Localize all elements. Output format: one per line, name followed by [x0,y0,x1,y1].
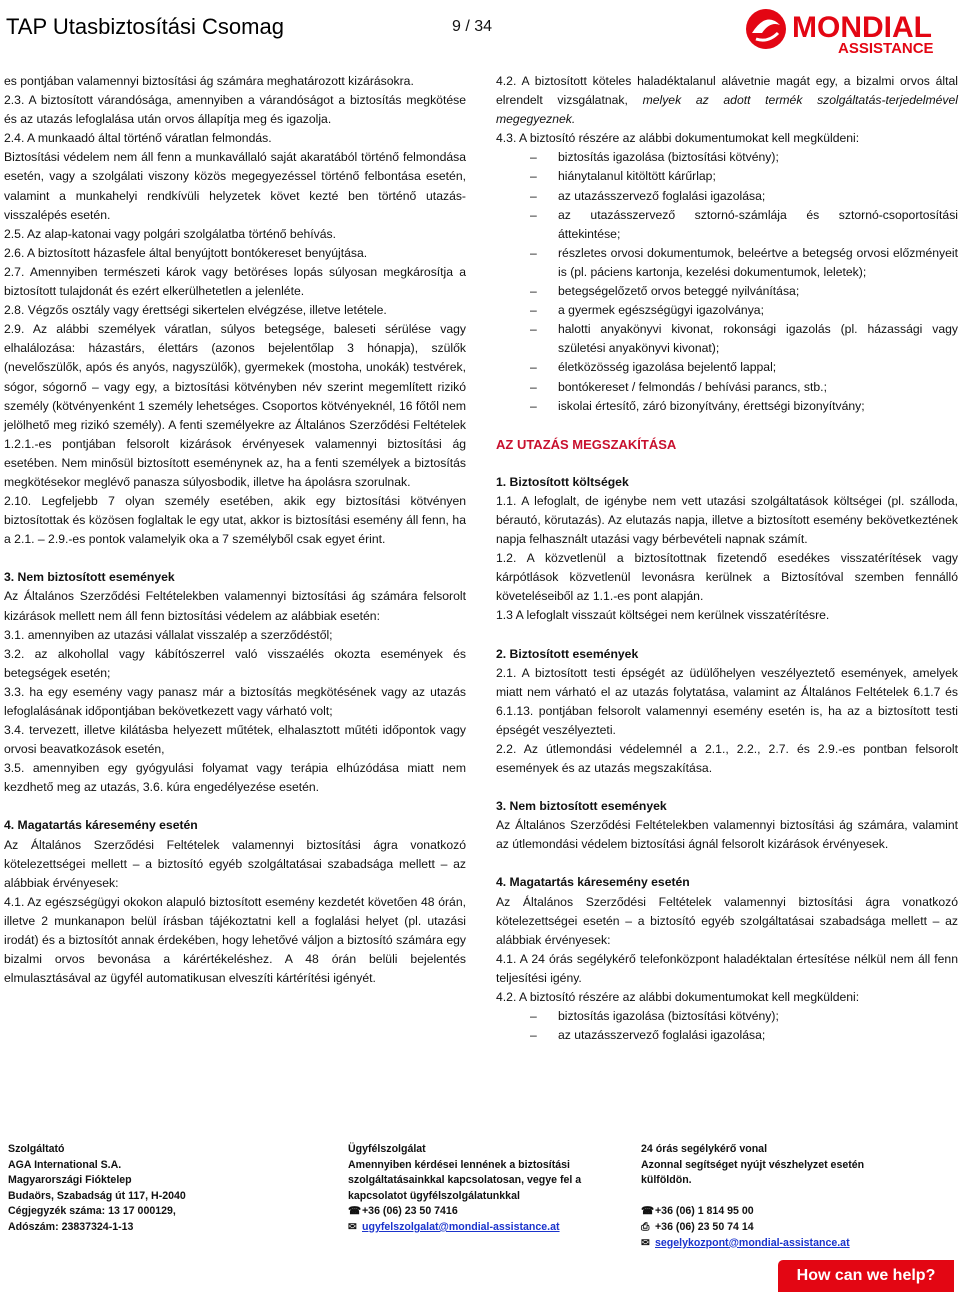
footer-line: kapcsolatot ügyfélszolgálatunkkal [348,1189,520,1202]
paragraph: 4.1. A 24 órás segélykérő telefonközpont haladéktalan értesítése nélkül nem áll fenn teljesítési igény. [496,951,958,985]
paragraph [496,72,958,129]
how-can-we-help-banner[interactable]: How can we help? [778,1260,954,1292]
paragraph: 2.9. Az alábbi személyek váratlan, súlyos betegsége, baleseti sérülése vagy elhalálozása: házastárs, élettárs (azonos bejelentőlap 3 hónapja), szülők (nevelőszülők, após és anyós, nagyszülők), gyermekek (mostoha, unokák) testvérek, sógor, sógornő – vagy egy, a biztosítási kötvényben név szerint megemlített rizikó személy (kötvényenként 1 személy lehetséges. Csoportos kötvényeknél, 16 főtől nem jelölhető meg rizikó személy). A fenti személyekre az Általános Szerződési Feltételek 1.2.1.-es pontjában felsorolt kizárások érvényesek valamennyi biztosítási ág esetében. Nem minősül biztosított eseménynek az, ha a fenti személyek a biztosítás megkötésekor meglévő panasza súlyosbodik, illetve ha ápolásra szorulnak. [4,322,467,489]
footer-line: 24 órás segélykérő vonal [641,1143,768,1155]
list-item: – betegségelőzető orvos beteggé nyilvánítása; [496,282,958,301]
mondial-assistance-logo [742,3,956,55]
list-item: – iskolai értesítő, záró bizonyítvány, érettségi bizonyítvány; [496,397,958,416]
logo-subtext: ASSISTANCE [838,40,934,55]
paragraph: 3.2. az alkohollal vagy kábítószerrel való visszaélés okozta események és betegségek esetén; [4,646,466,680]
footer-email [348,1220,581,1236]
list-item: – a gyermek egészségügyi igazolványa; [496,301,958,320]
footer-phone: ☎+36 (06) 23 50 7416 [348,1204,581,1220]
list-item: – biztosítás igazolása (biztosítási kötvény); [496,148,958,167]
section-heading: 3. Nem biztosított események [4,570,175,585]
section-heading: 4. Magatartás káresemény esetén [4,818,198,833]
footer-line: Ügyfélszolgálat [348,1143,426,1155]
paragraph: 2.4. A munkaadó által történő váratlan felmondás. [4,131,272,146]
dash-bullet: – [530,322,537,337]
footer-phone: ☎+36 (06) 1 814 95 00 [641,1204,864,1220]
section-heading: 4. Magatartás káresemény esetén [496,875,690,890]
section-heading: 3. Nem biztosított események [496,799,667,814]
dash-bullet: – [530,188,537,203]
dash-bullet: – [530,207,537,222]
paragraph-italic: melyek az adott termék szolgáltatás-terjedelmével megegyeznek. [496,93,958,127]
paragraph: 2.1. A biztosított testi épségét az üdülőhelyen veszélyeztető események, amelyek miatt nem várható el az utazás folytatása, valamint az Általános Feltételek 6.1.7 és 6.1.13. pontjában felsorolt valamennyi esemény esetén is, ha az a biztosított testi épségét veszélyezteti. [496,665,958,737]
dash-bullet: – [530,284,537,299]
paragraph: 2.5. Az alap-katonai vagy polgári szolgálatba történő behívás. [4,226,336,241]
footer-line: Szolgáltató [8,1143,65,1155]
dash-bullet: – [530,150,537,165]
footer-line: Magyarországi Fióktelep [8,1174,132,1187]
paragraph: Biztosítási védelem nem áll fenn a munkavállaló saját akaratából történő felmondása esetén, vagy a szolgálati viszony közös megegyezéssel történő felbontása esetén, valamint a munkahelyi rendkívüli helyzetek követ kezté ben történő utazás-visszalépés esetén. [4,150,466,222]
footer-line: külföldön. [641,1174,692,1187]
footer-spacer [641,1189,864,1205]
paragraph: Az Általános Szerződési Feltételek valamennyi biztosítási ágra vonatkozó kötelezettségei esetén – a biztosító egyéb szolgáltatásai szabadsága mellett – az alábbiak érvényesek: [496,894,958,947]
paragraph-text: 4.2. A biztosított köteles haladéktalanul alávetnie magát egy, a bizalmi orvos által elrendelt vizsgálatnak, [496,74,958,108]
footer-email [641,1236,864,1252]
paragraph: 1.3 A lefoglalt visszaút költségei nem kerülnek visszatérítésre. [496,608,830,623]
document-title: TAP Utasbiztosítási Csomag [6,14,284,39]
footer-provider [8,1142,186,1236]
paragraph: Az Általános Szerződési Feltételek valamennyi biztosítási ágra vonatkozó kötelezettségei mellett – a biztosító egyéb szolgáltatásai szabadsága mellett – az alábbiak érvényesek: [4,837,466,890]
paragraph: 1.2. A közvetlenül a biztosítottnak fizetendő esedékes visszatérítések vagy kárpótlások közvetlenül levonásra kerülnek a Biztosítóval szemben fennálló követeléseiből az 1.1.-es pont alapján. [496,551,958,604]
dash-bullet: – [530,303,537,318]
dash-bullet: – [530,360,537,375]
footer-customer-service [348,1142,581,1236]
paragraph: 2.7. Amennyiben természeti károk vagy betöréses lopás súlyosan megkárosítja a biztosított tulajdonát és ezért elkerülhetetlen a jelenléte. [4,264,466,299]
customer-service-email-link[interactable]: ugyfelszolgalat@mondial-assistance.at [362,1220,560,1233]
footer-line: Amennyiben kérdései lennének a biztosítási [348,1158,570,1171]
paragraph: 3.1. amennyiben az utazási vállalat visszalép a szerződéstől; [4,627,333,642]
envelope-icon: ✉ [348,1220,357,1233]
footer-emergency-line [641,1142,864,1251]
section-title: AZ UTAZÁS MEGSZAKÍTÁSA [496,436,677,452]
paragraph: es pontjában valamennyi biztosítási ág számára meghatározott kizárásokra. [4,74,414,88]
paragraph: 4.2. A biztosító részére az alábbi dokumentumokat kell megküldeni: [496,990,860,1005]
paragraph: 3.3. ha egy esemény vagy panasz már a biztosítás megkötésének vagy az utazás lefoglalásának időpontjában bekövetkezett vagy várható volt; [4,684,466,718]
footer-line: AGA International S.A. [8,1158,122,1171]
paragraph: 1.1. A lefoglalt, de igénybe nem vett utazási szolgáltatások költségei (pl. szálloda, bérautó, körutazás). Az elutazás napja, illetve a biztosított esemény bekövetkeztének napja felhasznált utazási vagy bérbevételi napnak számít. [496,493,958,547]
paragraph: 2.10. Legfeljebb 7 olyan személy esetében, akik egy biztosítási kötvényen biztosítottak és közösen foglaltak le egy utat, akkor is biztosítási esemény áll fenn, ha a 2.1. – 2.9.-es pontok valamelyik oka a 7 személyből csak egyet érint. [4,494,466,547]
footer-line: Adószám: 23837324-1-13 [8,1220,134,1233]
list-item: – az utazásszervező foglalási igazolása; [496,1026,958,1045]
footer-fax: ⎙ +36 (06) 23 50 74 14 [641,1220,864,1236]
phone-icon: ☎ [348,1205,362,1218]
paragraph: 3.4. tervezett, illetve kilátásba helyezett műtétek, elhalasztott műtéti időpontok vagy orvosi beavatkozások esetén, [4,723,466,757]
dash-bullet: – [530,398,537,413]
right-column [496,72,958,1045]
list-item: – az utazásszervező foglalási igazolása; [496,187,958,206]
phone-icon: ☎ [641,1205,655,1218]
paragraph: 2.3. A biztosított várandósága, amennyiben a várandóságot a biztosítás megkötése és az utazás lefoglalása után orvos állapítja meg és igazolja. [4,93,466,127]
paragraph: Az Általános Szerződési Feltételekben valamennyi biztosítási ág számára, valamint az útlemondási védelem biztosítási ágnál felsorolt kizárások érvényesek. [496,818,958,852]
dash-bullet: – [530,379,537,394]
list-item: – bontókereset / felmondás / behívási parancs, stb.; [496,378,958,397]
footer-line: Cégjegyzék száma: 13 17 000129, [8,1205,176,1218]
paragraph: 4.3. A biztosító részére az alábbi dokumentumokat kell megküldeni: [496,131,860,146]
dash-bullet: – [530,1028,537,1043]
dash-bullet: – [530,1009,537,1024]
envelope-icon: ✉ [641,1236,650,1249]
paragraph: 3.5. amennyiben egy gyógyulási folyamat vagy terápia elhúzódása miatt nem kezdhető meg az utazás, 3.6. kúra engedélyezése esetén. [4,761,466,795]
list-item: – hiánytalanul kitöltött kárűrlap; [496,167,958,186]
list-item: – életközösség igazolása bejelentő lappal; [496,358,958,377]
paragraph: Az Általános Szerződési Feltételekben valamennyi biztosítási ág számára felsorolt kizárások mellett nem áll fenn biztosítási védelem az alábbiak esetén: [4,589,466,623]
footer-line: szolgáltatásainkkal kapcsolatosan, vegye fel a [348,1174,582,1187]
document-list [496,1007,958,1045]
page-header [0,0,960,60]
logo-text: MONDIAL [792,11,932,44]
paragraph: 2.8. Végzős osztály vagy érettségi sikertelen elvégzése, illetve letétele. [4,303,387,318]
list-item: – halotti anyakönyvi kivonat, rokonsági igazolás (pl. házassági vagy születési anyakönyvi kivonat); [530,322,958,356]
left-column [4,72,466,988]
paragraph: 4.1. Az egészségügyi okokon alapuló biztosított esemény kezdetét követően 48 órán, illetve 2 munkanapon belül írásban tájékoztatni kell a foglalási helyet (pl. utazási irodát) és a biztosítót annak érdekében, hogy lehetővé váljon a biztosító számára egy bizalmi orvos bevonása a kárértékeléshez. A 48 órán belüli bejelentés elmulasztásával az ügyfél automatikusan elveszíti kártérítési igényét. [4,894,466,986]
emergency-email-link[interactable]: segelykozpont@mondial-assistance.at [655,1236,850,1249]
list-item: – biztosítás igazolása (biztosítási kötvény); [496,1007,958,1026]
fax-icon: ⎙ [641,1220,650,1233]
section-heading: 2. Biztosított események [496,646,639,661]
dash-bullet: – [530,245,537,260]
footer-line: Azonnal segítséget nyújt vészhelyzet esetén [641,1158,865,1171]
page-number: 9 / 34 [452,18,493,35]
list-item: – az utazásszervező sztornó-számlája és sztornó-csoportosítási áttekintése; [530,207,958,241]
footer-line: Budaörs, Szabadság út 117, H-2040 [8,1189,186,1202]
document-list [496,148,958,415]
paragraph: 2.2. Az útlemondási védelemnél a 2.1., 2.2., 2.7. és 2.9.-es pontban felsorolt események és az utazás megszakítása. [496,742,958,776]
list-item: – részletes orvosi dokumentumok, beleértve a betegség orvosi előzményeit is (pl. páciens kartonja, kezelési dokumentumok, leletek); [530,245,958,279]
dash-bullet: – [530,169,537,184]
section-heading: 1. Biztosított költségek [496,474,629,489]
paragraph: 2.6. A biztosított házasfele által benyújtott bontókereset benyújtása. [4,245,368,260]
